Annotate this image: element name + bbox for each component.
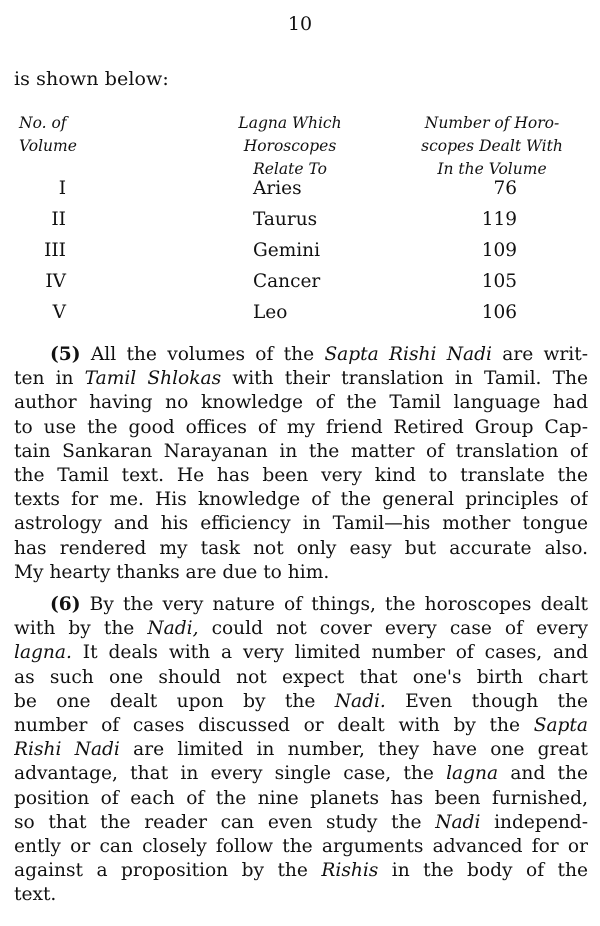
text-line	[14, 464, 588, 488]
header-line: In the Volume	[437, 160, 547, 178]
text-run: Even though the	[385, 690, 588, 712]
text-run: could not cover every case of every	[198, 618, 588, 640]
text-line	[14, 738, 588, 762]
text-run: By the very nature of things, the horoscopes dealt	[80, 594, 588, 615]
text-run: All the volumes of the	[80, 344, 325, 365]
cell-lagna: Aries	[253, 178, 302, 199]
text-run: be one dealt upon by the	[14, 690, 335, 712]
table-row	[0, 206, 600, 237]
cell-volume: II	[51, 209, 66, 230]
text-line	[14, 762, 588, 786]
header-lagna	[220, 112, 360, 181]
header-line: Horoscopes	[243, 137, 337, 155]
italic-term: lagna	[446, 763, 499, 785]
text-line	[14, 787, 588, 811]
text-run: astrology and his efficiency in Tamil—his mother tongue	[14, 513, 588, 535]
text-run: are writ-	[491, 344, 588, 365]
italic-term: Nadi.	[334, 690, 386, 712]
text-line	[14, 883, 588, 907]
text-run: has rendered my task not only easy but accurate also.	[14, 537, 588, 559]
italic-term: Nadi,	[147, 618, 199, 640]
italic-term: Rishi Nadi	[14, 739, 120, 761]
text-run: texts for me. His knowledge of the general principles of	[14, 489, 588, 511]
text-line	[14, 416, 588, 440]
text-run: It deals with a very limited number of cases, and	[71, 642, 588, 664]
text-run: with by the	[14, 618, 148, 640]
italic-term: Rishis	[321, 860, 379, 882]
text-line	[14, 666, 588, 690]
text-line	[14, 343, 588, 367]
cell-lagna: Leo	[253, 302, 288, 323]
text-run: in the body of the	[378, 860, 588, 882]
text-run: ten in	[14, 368, 85, 390]
header-line: Number of Horo-	[424, 114, 560, 132]
text-line	[14, 641, 588, 665]
paragraph-number: (6)	[50, 594, 81, 615]
cell-count: 105	[481, 271, 517, 292]
text-line	[14, 859, 588, 883]
paragraph-6	[14, 593, 588, 907]
cell-lagna: Gemini	[253, 240, 321, 261]
italic-term: Sapta	[533, 714, 588, 736]
text-run: as such one should not expect that one's birth chart	[14, 666, 588, 688]
paragraph-5	[14, 343, 588, 585]
header-line: scopes Dealt With	[421, 137, 563, 155]
cell-volume: I	[58, 178, 66, 199]
text-run: with their translation in Tamil. The	[221, 368, 588, 390]
text-run: number of cases discussed or dealt with by the	[14, 714, 534, 736]
cell-volume: IV	[45, 271, 66, 292]
header-count	[402, 112, 582, 181]
cell-count: 76	[493, 178, 517, 199]
text-run: My hearty thanks are due to him.	[14, 561, 330, 583]
text-run: author having no knowledge of the Tamil language had	[14, 392, 588, 414]
italic-term: lagna.	[14, 642, 72, 664]
text-line	[14, 561, 588, 585]
cell-count: 106	[481, 302, 517, 323]
header-line: Relate To	[253, 160, 327, 178]
cell-volume: III	[44, 240, 66, 261]
text-line	[14, 537, 588, 561]
text-run: are limited in number, they have one great	[119, 739, 588, 761]
text-run: ently or can closely follow the arguments advanced for or	[14, 835, 588, 857]
italic-term: Tamil Shlokas	[84, 368, 222, 390]
text-run: the Tamil text. He has been very kind to translate the	[14, 464, 588, 486]
paragraph-number: (5)	[50, 344, 81, 365]
italic-term: Sapta Rishi Nadi	[324, 344, 492, 365]
text-line	[14, 835, 588, 859]
text-run: tain Sankaran Narayanan in the matter of translation of	[14, 440, 588, 462]
text-run: text.	[14, 884, 57, 906]
cell-count: 119	[481, 209, 517, 230]
text-run: independ-	[480, 811, 588, 833]
text-run: and the	[498, 763, 588, 785]
italic-term: Nadi	[435, 811, 481, 833]
table-row	[0, 237, 600, 268]
page-number: 10	[287, 13, 313, 35]
cell-volume: V	[52, 302, 66, 323]
table-row	[0, 299, 600, 330]
text-run: position of each of the nine planets has been furnished,	[14, 787, 588, 809]
table-row	[0, 268, 600, 299]
text-line	[14, 617, 588, 641]
text-run: to use the good offices of my friend Retired Group Cap-	[14, 416, 588, 438]
intro-text: is shown below:	[14, 68, 169, 90]
text-line	[14, 714, 588, 738]
text-run: advantage, that in every single case, the	[14, 763, 447, 785]
text-line	[14, 593, 588, 617]
header-volume	[19, 112, 119, 158]
text-run: against a proposition by the	[14, 860, 322, 882]
cell-lagna: Cancer	[253, 271, 321, 292]
text-line	[14, 488, 588, 512]
text-line	[14, 367, 588, 391]
text-line	[14, 391, 588, 415]
text-line	[14, 690, 588, 714]
header-line: No. of	[19, 114, 67, 132]
text-run: so that the reader can even study the	[14, 811, 436, 833]
header-line: Lagna Which	[238, 114, 342, 132]
text-line	[14, 811, 588, 835]
table-row	[0, 175, 600, 206]
cell-lagna: Taurus	[253, 209, 318, 230]
text-line	[14, 512, 588, 536]
text-line	[14, 440, 588, 464]
cell-count: 109	[481, 240, 517, 261]
header-line: Volume	[19, 137, 77, 155]
